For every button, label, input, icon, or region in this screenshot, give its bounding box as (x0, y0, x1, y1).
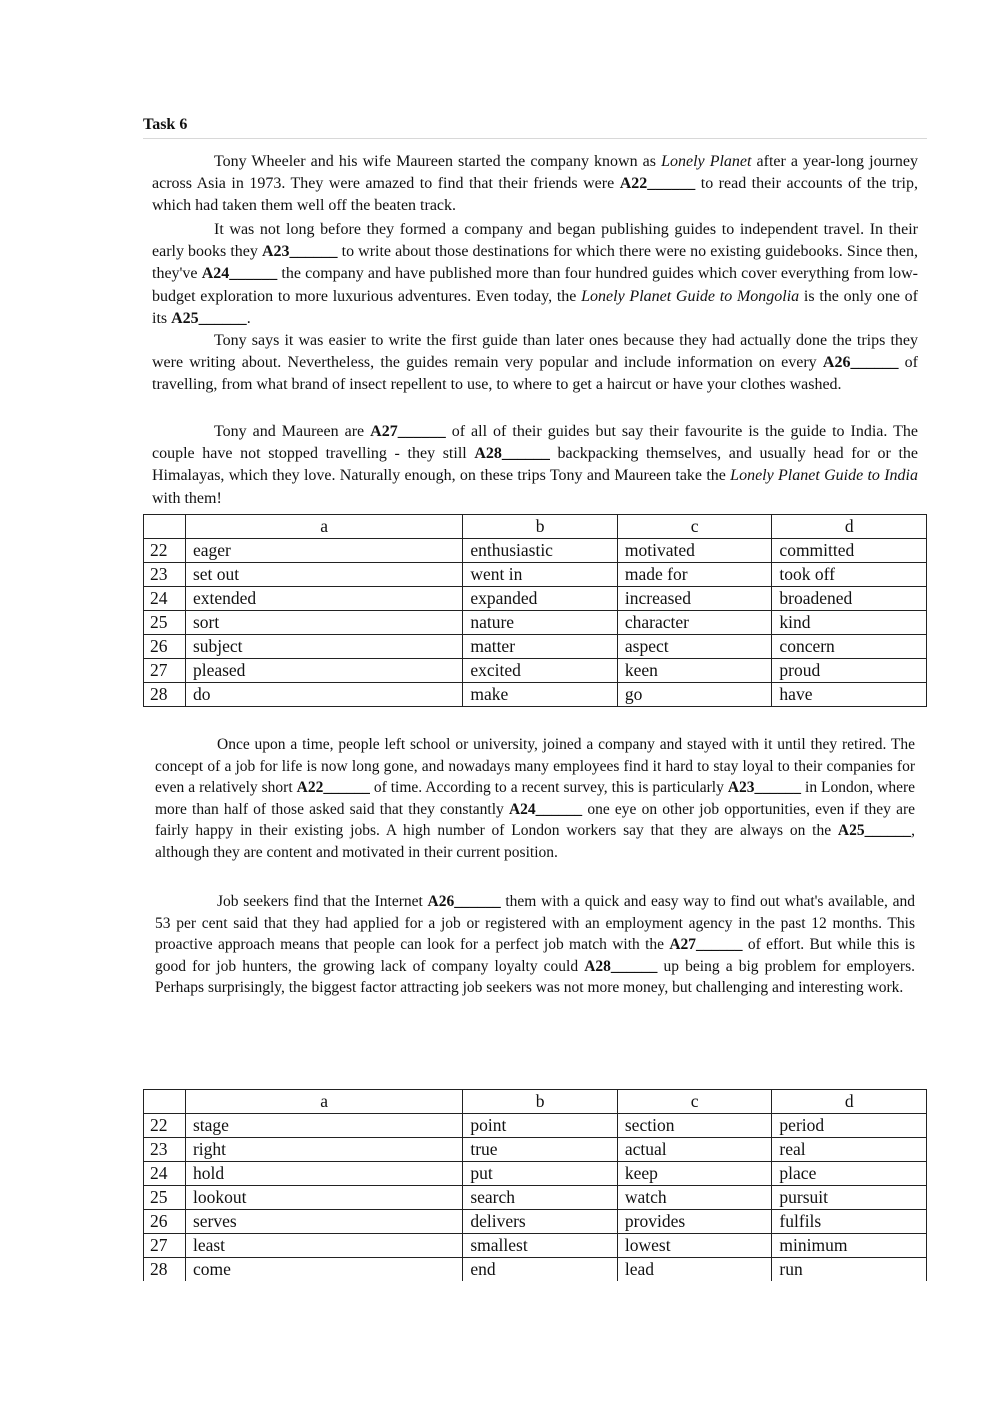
gap-a23[interactable]: A23______ (261, 243, 338, 261)
table-row (144, 1186, 927, 1210)
option-d[interactable]: period (772, 1114, 927, 1138)
option-a[interactable]: set out (185, 563, 462, 587)
option-b[interactable]: matter (463, 635, 618, 659)
option-b[interactable]: point (463, 1114, 618, 1138)
header-a: a (185, 515, 462, 539)
option-a[interactable]: subject (185, 635, 462, 659)
header-empty-cell (144, 515, 186, 539)
row-number: 27 (144, 659, 186, 683)
option-c[interactable]: motivated (617, 539, 772, 563)
gap-a28[interactable]: A28______ (584, 957, 658, 975)
text2-paragraph-2: Job seekers find that the Internet A26______ them with a quick and easy way to find out what's available, and 53 per cent said that they had applied for a job or registered with an employment agency in the past 12 months. This proactive approach means that people can look for a perfect job match with the A27______ of effort. But while this is good for job hunters, the growing lack of company loyalty could A28______ up being a big problem for employers. Perhaps surprisingly, the biggest factor attracting job seekers was not more money, but challenging and interesting work. (155, 893, 915, 997)
table-row (144, 1258, 927, 1282)
option-c[interactable]: go (617, 683, 772, 707)
option-a[interactable]: hold (185, 1162, 462, 1186)
option-a[interactable]: sort (185, 611, 462, 635)
header-b: b (463, 1090, 618, 1114)
header-c: c (617, 1090, 772, 1114)
title-divider (143, 138, 927, 139)
option-d[interactable]: committed (772, 539, 927, 563)
gap-a26[interactable]: A26______ (822, 354, 899, 372)
task-title: Task 6 (143, 116, 188, 133)
gap-a25[interactable]: A25______ (837, 822, 912, 840)
option-a[interactable]: extended (185, 587, 462, 611)
gap-a26[interactable]: A26______ (427, 893, 501, 910)
option-d[interactable]: run (772, 1258, 927, 1282)
row-number: 23 (144, 563, 186, 587)
option-a[interactable]: stage (185, 1114, 462, 1138)
table-row (144, 1114, 927, 1138)
header-a: a (185, 1090, 462, 1114)
table-row (144, 563, 927, 587)
row-number: 26 (144, 635, 186, 659)
gap-a25[interactable]: A25______ (171, 309, 247, 327)
gap-a28[interactable]: A28______ (474, 445, 550, 463)
option-c[interactable]: character (617, 611, 772, 635)
gap-a27[interactable]: A27______ (669, 936, 743, 954)
option-d[interactable]: took off (772, 563, 927, 587)
table-header-row (144, 515, 927, 539)
table-row (144, 1210, 927, 1234)
row-number: 27 (144, 1234, 186, 1258)
option-b[interactable]: make (463, 683, 618, 707)
table-row (144, 635, 927, 659)
option-c[interactable]: aspect (617, 635, 772, 659)
text1-paragraph-4: Tony and Maureen are A27______ of all of their guides but say their favourite is the guide to India. The couple have not stopped travelling - they still A28______ backpacking themselves, and usually head for or the Himalayas, which they love. Naturally enough, on these trips Tony and Maureen take the Lonely Planet Guide to India with them! (152, 423, 919, 507)
option-d[interactable]: pursuit (772, 1186, 927, 1210)
header-empty-cell (144, 1090, 186, 1114)
option-d[interactable]: proud (772, 659, 927, 683)
row-number: 26 (144, 1210, 186, 1234)
option-b[interactable]: excited (463, 659, 618, 683)
option-b[interactable]: smallest (463, 1234, 618, 1258)
row-number: 28 (144, 1258, 186, 1282)
gap-a22[interactable]: A22______ (296, 779, 370, 797)
table-row (144, 1138, 927, 1162)
gap-a23[interactable]: A23______ (727, 779, 802, 797)
option-c[interactable]: actual (617, 1138, 772, 1162)
option-d[interactable]: concern (772, 635, 927, 659)
option-b[interactable]: went in (463, 563, 618, 587)
gap-a24[interactable]: A24______ (201, 265, 278, 283)
option-b[interactable]: true (463, 1138, 618, 1162)
option-a[interactable]: lookout (185, 1186, 462, 1210)
option-a[interactable]: right (185, 1138, 462, 1162)
option-d[interactable]: place (772, 1162, 927, 1186)
text1-paragraph-2: It was not long before they formed a company and began publishing guides to independent travel. In their early books they A23______ to write about those destinations for which there were no existing guidebooks. Since then, they've A24______ the company and have published more than four hundred guides which cover everything from low-budget exploration to more luxurious adventures. Even today, the Lonely Planet Guide to Mongolia is the only one of its A25______. (152, 221, 919, 327)
option-d[interactable]: real (772, 1138, 927, 1162)
row-number: 23 (144, 1138, 186, 1162)
option-c[interactable]: lowest (617, 1234, 772, 1258)
table-row (144, 1162, 927, 1186)
options-table-1 (143, 514, 927, 707)
option-d[interactable]: minimum (772, 1234, 927, 1258)
gap-a24[interactable]: A24______ (508, 800, 583, 818)
option-a[interactable]: eager (185, 539, 462, 563)
row-number: 25 (144, 611, 186, 635)
option-a[interactable]: do (185, 683, 462, 707)
header-b: b (463, 515, 618, 539)
option-a[interactable]: least (185, 1234, 462, 1258)
option-c[interactable]: made for (617, 563, 772, 587)
option-c[interactable]: provides (617, 1210, 772, 1234)
row-number: 22 (144, 1114, 186, 1138)
header-c: c (617, 515, 772, 539)
option-b[interactable]: delivers (463, 1210, 618, 1234)
option-c[interactable]: keep (617, 1162, 772, 1186)
options-table-2 (143, 1089, 927, 1281)
option-a[interactable]: come (185, 1258, 462, 1282)
option-d[interactable]: fulfils (772, 1210, 927, 1234)
row-number: 25 (144, 1186, 186, 1210)
option-d[interactable]: kind (772, 611, 927, 635)
table-header-row (144, 1090, 927, 1114)
text1-paragraph-3: Tony says it was easier to write the first guide than later ones because they had actually done the trips they were writing about. Nevertheless, the guides remain very popular and include information on every A26______ of travelling, from what brand of insect repellent to use, to where to get a haircut or have your clothes washed. (152, 332, 919, 394)
option-c[interactable]: lead (617, 1258, 772, 1282)
row-number: 24 (144, 1162, 186, 1186)
option-b[interactable]: search (463, 1186, 618, 1210)
option-a[interactable]: pleased (185, 659, 462, 683)
option-a[interactable]: serves (185, 1210, 462, 1234)
option-b[interactable]: expanded (463, 587, 618, 611)
table-row (144, 1234, 927, 1258)
option-c[interactable]: increased (617, 587, 772, 611)
header-d: d (772, 1090, 927, 1114)
option-b[interactable]: put (463, 1162, 618, 1186)
text2-paragraph-1: Once upon a time, people left school or university, joined a company and stayed with it until they retired. The concept of a job for life is now long gone, and nowadays many employees find it hard to stay loyal to their companies for even a relatively short A22______ of time. According to a recent survey, this is particularly A23______ in London, where more than half of those asked said that they constantly A24______ one eye on other job opportunities, even if they are fairly happy in their existing jobs. A high number of London workers say that they are always on the A25______, although they are content and motivated in their current position. (155, 736, 916, 861)
table-row (144, 587, 927, 611)
header-d: d (772, 515, 927, 539)
option-b[interactable]: nature (463, 611, 618, 635)
gap-a27[interactable]: A27______ (370, 423, 446, 440)
option-c[interactable]: keen (617, 659, 772, 683)
table-row (144, 683, 927, 707)
row-number: 28 (144, 683, 186, 707)
option-c[interactable]: watch (617, 1186, 772, 1210)
text1-paragraph-1: Tony Wheeler and his wife Maureen started the company known as Lonely Planet after a year-long journey across Asia in 1973. They were amazed to find that their friends were A22______ to read their accounts of the trip, which had taken them well off the beaten track. (152, 153, 919, 215)
option-d[interactable]: have (772, 683, 927, 707)
option-b[interactable]: end (463, 1258, 618, 1282)
row-number: 24 (144, 587, 186, 611)
table-row (144, 611, 927, 635)
gap-a22[interactable]: A22______ (619, 175, 696, 193)
option-d[interactable]: broadened (772, 587, 927, 611)
table-row (144, 539, 927, 563)
table-row (144, 659, 927, 683)
option-b[interactable]: enthusiastic (463, 539, 618, 563)
row-number: 22 (144, 539, 186, 563)
option-c[interactable]: section (617, 1114, 772, 1138)
